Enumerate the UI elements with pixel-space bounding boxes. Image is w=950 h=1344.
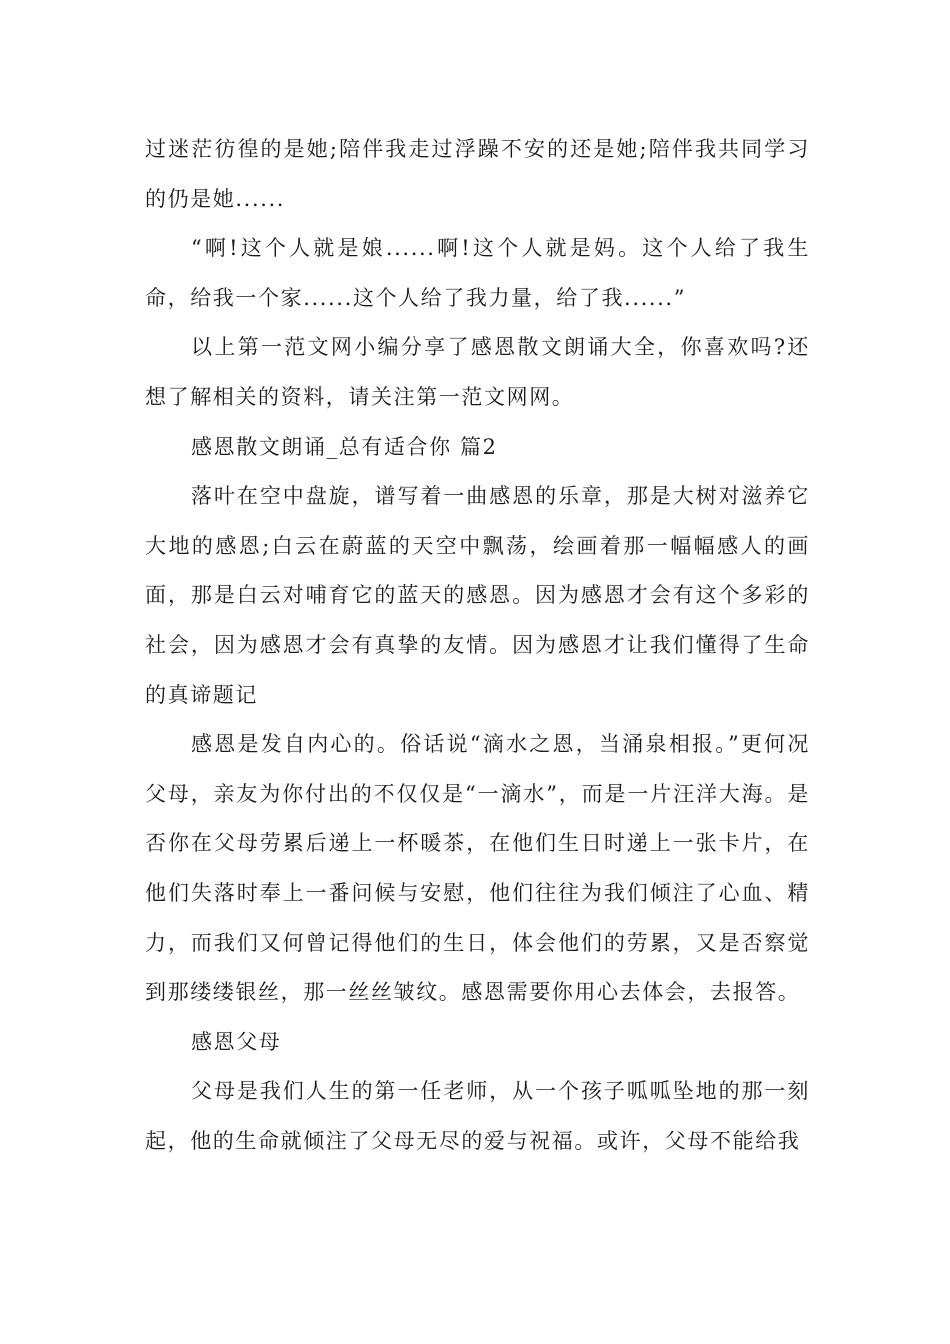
paragraph-parents: 父母是我们人生的第一任老师，从一个孩子呱呱坠地的那一刻起，他的生命就倾注了父母无尽的爱与祝福。或许，父母不能给我 [145,1079,810,1153]
paragraph-gratitude: 感恩是发自内心的。俗话说“滴水之恩，当涌泉相报。”更何况父母，亲友为你付出的不仅仅是“一滴水”，而是一片汪洋大海。是否你在父母劳累后递上一杯暖茶，在他们生日时递上一张卡片，在他们失落时奉上一番问候与安慰，他们往往为我们倾注了心血、精力，而我们又何曾记得他们的生日，体会他们的劳累，又是否察觉到那缕缕银丝，那一丝丝皱纹。感恩需要你用心去体会，去报答。 [145,732,810,1005]
paragraph-continuation: 过迷茫彷徨的是她;陪伴我走过浮躁不安的还是她;陪伴我共同学习的仍是她...... [145,137,810,211]
subheading-parents: 感恩父母 [191,1029,282,1054]
paragraph-falling-leaves: 落叶在空中盘旋，谱写着一曲感恩的乐章，那是大树对滋养它大地的感恩;白云在蔚蓝的天空中飘荡，绘画着那一幅幅感人的画面，那是白云对哺育它的蓝天的感恩。因为感恩才会有这个多彩的社会，因为感恩才会有真挚的友情。因为感恩才让我们懂得了生命的真谛题记 [145,484,810,707]
document-body [145,125,810,1166]
section-heading: 感恩散文朗诵_总有适合你 篇2 [191,434,498,459]
paragraph-quote: “啊!这个人就是娘......啊!这个人就是妈。这个人给了我生命，给我一个家......这个人给了我力量，给了我......” [145,236,810,310]
paragraph-editor-note: 以上第一范文网小编分享了感恩散文朗诵大全，你喜欢吗?还想了解相关的资料，请关注第一范文网网。 [145,335,810,409]
